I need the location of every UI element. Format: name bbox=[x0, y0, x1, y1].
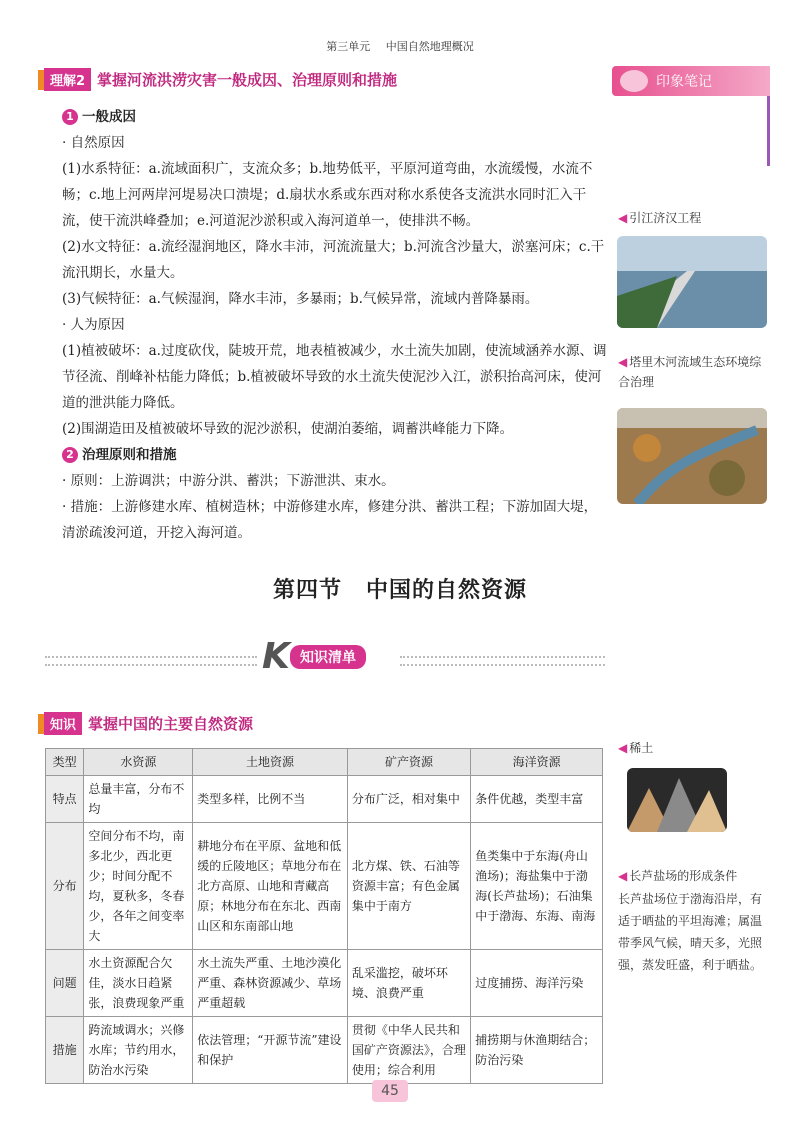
table-row bbox=[46, 823, 603, 950]
section1-heading bbox=[38, 68, 397, 91]
photo-rare-earth-image bbox=[627, 768, 727, 832]
banner-label: 印象笔记 bbox=[656, 74, 712, 90]
k-letter-icon: K bbox=[262, 636, 290, 677]
table-cell: 捕捞期与休渔期结合；防治污染 bbox=[471, 1017, 603, 1084]
table-cell: 贯彻《中华人民共和国矿产资源法》，合理使用；综合利用 bbox=[347, 1017, 470, 1084]
section2-title: 掌握中国的主要自然资源 bbox=[88, 715, 254, 733]
caption-changlu-body: 长芦盐场位于渤海沿岸，有适于晒盐的平坦海滩；属温带季风气候，晴天多，光照强，蒸发旺盛，利于晒盐。 bbox=[618, 892, 763, 972]
paragraph-reclamation: (2)围湖造田及植被破坏导致的泥沙淤积，使湖泊萎缩，调蓄洪峰能力下降。 bbox=[62, 421, 514, 437]
table-cell: 耕地分布在平原、盆地和低缓的丘陵地区；草地分布在北方高原、山地和青藏高原；林地分布在东北、西南山区和东南部山地 bbox=[193, 823, 348, 950]
caption-tarim bbox=[618, 352, 768, 392]
header-title: 中国自然地理概况 bbox=[385, 40, 474, 53]
column-header: 海洋资源 bbox=[471, 749, 603, 776]
table-row bbox=[46, 1017, 603, 1084]
photo-canal-bridge-image bbox=[617, 236, 767, 328]
table-cell: 跨流域调水；兴修水库；节约用水，防治水污染 bbox=[84, 1017, 193, 1084]
paragraph-hydrology: (2)水文特征：a.流经湿润地区，降水丰沛，河流流量大；b.河流含沙量大，淤塞河床；c.干流汛期长，水量大。 bbox=[62, 239, 605, 281]
caption-text: 长芦盐场的形成条件 bbox=[629, 869, 738, 883]
column-header: 矿产资源 bbox=[347, 749, 470, 776]
table-cell: 水土资源配合欠佳，淡水日趋紧张，浪费现象严重 bbox=[84, 950, 193, 1017]
knowledge-list-badge bbox=[262, 636, 402, 677]
row-header: 问题 bbox=[46, 950, 84, 1017]
header-unit: 第三单元 bbox=[326, 40, 371, 53]
paragraph-climate: (3)气候特征：a.气候湿润，降水丰沛，多暴雨；b.气候异常，流域内普降暴雨。 bbox=[62, 291, 539, 307]
section-number: 第四节 bbox=[272, 577, 342, 603]
dotted-divider-left bbox=[45, 656, 257, 666]
table-header-row bbox=[46, 749, 603, 776]
number-badge: 2 bbox=[62, 447, 78, 463]
triangle-icon: ◀ bbox=[618, 869, 628, 883]
table-cell: 水土流失严重、土地沙漠化严重、森林资源减少、草场严重超载 bbox=[193, 950, 348, 1017]
paragraph-water-system: (1)水系特征：a.流域面积广，支流众多；b.地势低平，平原河道弯曲，水流缓慢，水流不畅；c.地上河两岸河堤易决口溃堤；d.扇状水系或东西对称水系使各支流洪水同时汇入干流，使干流洪峰叠加；e.河道泥沙淤积或入海河道单一，使排洪不畅。 bbox=[62, 161, 593, 229]
subheading-label: 治理原则和措施 bbox=[82, 447, 177, 463]
table-cell: 分布广泛，相对集中 bbox=[347, 776, 470, 823]
row-header: 分布 bbox=[46, 823, 84, 950]
human-causes-head: · 人为原因 bbox=[62, 317, 125, 333]
section2-tag: 知识 bbox=[44, 712, 82, 735]
table-cell: 过度捕捞、海洋污染 bbox=[471, 950, 603, 1017]
column-header: 土地资源 bbox=[193, 749, 348, 776]
table-row bbox=[46, 950, 603, 1017]
section2-heading bbox=[38, 712, 253, 735]
caption-changlu bbox=[618, 866, 768, 976]
triangle-icon: ◀ bbox=[618, 355, 628, 369]
table-cell: 类型多样，比例不当 bbox=[193, 776, 348, 823]
paragraph-vegetation: (1)植被破坏：a.过度砍伐，陡坡开荒，地表植被减少，水土流失加剧，使流域涵养水源、调节径流、削峰补枯能力降低；b.植被破坏导致的水土流失使泥沙入江，淤积抬高河床，使河道的泄洪能力降低。 bbox=[62, 343, 607, 411]
elephant-icon bbox=[620, 70, 648, 92]
table-cell: 北方煤、铁、石油等资源丰富；有色金属集中于南方 bbox=[347, 823, 470, 950]
row-header: 特点 bbox=[46, 776, 84, 823]
running-header bbox=[0, 38, 800, 54]
paragraph-measures: · 措施：上游修建水库、植树造林；中游修建水库，修建分洪、蓄洪工程；下游加固大堤，清淤疏浚河道，开挖入海河道。 bbox=[62, 499, 598, 541]
caption-rare-earth bbox=[618, 738, 768, 758]
table-cell: 条件优越，类型丰富 bbox=[471, 776, 603, 823]
natural-causes-head: · 自然原因 bbox=[62, 135, 125, 151]
subheading-measures bbox=[62, 442, 608, 468]
row-header: 措施 bbox=[46, 1017, 84, 1084]
section1-body bbox=[62, 104, 608, 546]
photo-rare-earth bbox=[627, 768, 727, 832]
section1-tag: 理解2 bbox=[44, 68, 91, 91]
photo-tarim-river bbox=[617, 408, 767, 504]
table-row bbox=[46, 776, 603, 823]
number-badge: 1 bbox=[62, 109, 78, 125]
dotted-divider-right bbox=[400, 656, 605, 666]
paragraph-principles: · 原则：上游调洪；中游分洪、蓄洪；下游泄洪、束水。 bbox=[62, 473, 395, 489]
column-header: 类型 bbox=[46, 749, 84, 776]
section1-title: 掌握河流洪涝灾害一般成因、治理原则和措施 bbox=[97, 71, 398, 89]
knowledge-list-label: 知识清单 bbox=[290, 645, 366, 669]
triangle-icon: ◀ bbox=[618, 741, 628, 755]
impression-notes-banner bbox=[612, 66, 770, 96]
table-cell: 鱼类集中于东海(舟山渔场)；海盐集中于渤海(长芦盐场)；石油集中于渤海、东海、南海 bbox=[471, 823, 603, 950]
photo-tarim-river-image bbox=[617, 408, 767, 504]
table-cell: 乱采滥挖，破坏环境、浪费严重 bbox=[347, 950, 470, 1017]
caption-text: 塔里木河流域生态环境综合治理 bbox=[618, 355, 762, 389]
section-heading bbox=[0, 573, 800, 604]
column-header: 水资源 bbox=[84, 749, 193, 776]
subheading-causes bbox=[62, 104, 608, 130]
caption-changlu-title bbox=[618, 866, 768, 886]
subheading-label: 一般成因 bbox=[82, 109, 136, 125]
section-name: 中国的自然资源 bbox=[366, 577, 528, 603]
caption-text: 稀土 bbox=[629, 741, 654, 755]
caption-text: 引江济汉工程 bbox=[629, 211, 702, 225]
sidebar-accent-line bbox=[767, 96, 770, 166]
table-cell: 空间分布不均，南多北少，西北更少；时间分配不均，夏秋多，冬春少，各年之间变率大 bbox=[84, 823, 193, 950]
triangle-icon: ◀ bbox=[618, 211, 628, 225]
table-cell: 依法管理；“开源节流”建设和保护 bbox=[193, 1017, 348, 1084]
photo-canal-bridge bbox=[617, 236, 767, 328]
resources-table bbox=[45, 748, 603, 1084]
page-number: 45 bbox=[372, 1080, 408, 1102]
caption-yinjiang bbox=[618, 208, 768, 228]
table-cell: 总量丰富，分布不均 bbox=[84, 776, 193, 823]
